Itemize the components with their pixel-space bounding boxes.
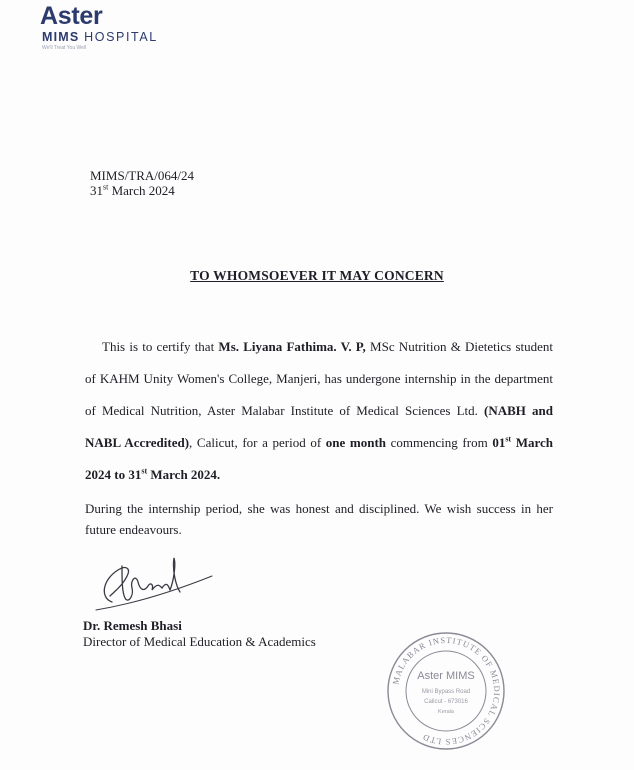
closing-paragraph: During the internship period, she was honest and disciplined. We wish success in her future endeavours. xyxy=(85,501,553,537)
letter-heading: TO WHOMSOEVER IT MAY CONCERN xyxy=(190,268,444,283)
reference-number: MIMS/TRA/064/24 xyxy=(90,168,195,183)
end-suffix: st xyxy=(141,466,148,476)
logo-subtitle xyxy=(42,30,158,44)
student-name: Ms. Liyana Fathima. V. P, xyxy=(218,339,366,354)
aster-mims-logo xyxy=(40,2,158,51)
accreditation: (NABH and NABL Accredited) xyxy=(85,403,553,450)
reference-block xyxy=(90,168,194,198)
seal-line-2: Calicut - 673016 xyxy=(424,699,468,705)
start-rest: March 2024 to 31 xyxy=(85,435,554,482)
signer-name: Dr. Remesh Bhasi xyxy=(83,618,182,633)
p1-text-3: , Calicut, for a period of xyxy=(189,435,326,450)
internship-period: one month xyxy=(325,435,387,450)
p1-text-1: This is to certify that xyxy=(102,339,219,354)
date-day: 31 xyxy=(90,183,103,198)
p1-text-2: MSc Nutrition & Dietetics student of KAHM Unity Women's College, Manjeri, has undergone internship in the department of Medical Nutrition, Aster Malabar Institute of Medical Sciences Ltd. xyxy=(85,339,554,418)
handwritten-signature xyxy=(92,552,217,618)
seal-line-1: Mini Bypass Road xyxy=(421,689,471,695)
certificate-paragraph xyxy=(85,331,553,491)
logo-brand: Aster xyxy=(40,2,103,30)
signer-block xyxy=(83,618,316,650)
seal-ring-text: MALABAR INSTITUTE OF MEDICAL SCIENCES LTD xyxy=(390,634,503,748)
letter-date xyxy=(90,183,194,198)
logo-mims-text: MIMS xyxy=(42,30,80,44)
seal-brand: Aster MIMS xyxy=(417,670,475,682)
institution-seal xyxy=(384,629,508,753)
logo-tagline: We'll Treat You Well xyxy=(42,45,87,51)
logo-hospital-text: HOSPITAL xyxy=(84,30,158,44)
p1-text-4: commencing from xyxy=(386,435,493,450)
date-suffix: st xyxy=(103,182,109,192)
end-rest: March 2024. xyxy=(147,467,221,482)
seal-line-3: Kerala xyxy=(438,709,454,715)
start-day: 01 xyxy=(492,435,506,450)
start-suffix: st xyxy=(505,434,512,444)
date-rest: March 2024 xyxy=(111,183,175,198)
signer-title: Director of Medical Education & Academics xyxy=(83,634,316,649)
